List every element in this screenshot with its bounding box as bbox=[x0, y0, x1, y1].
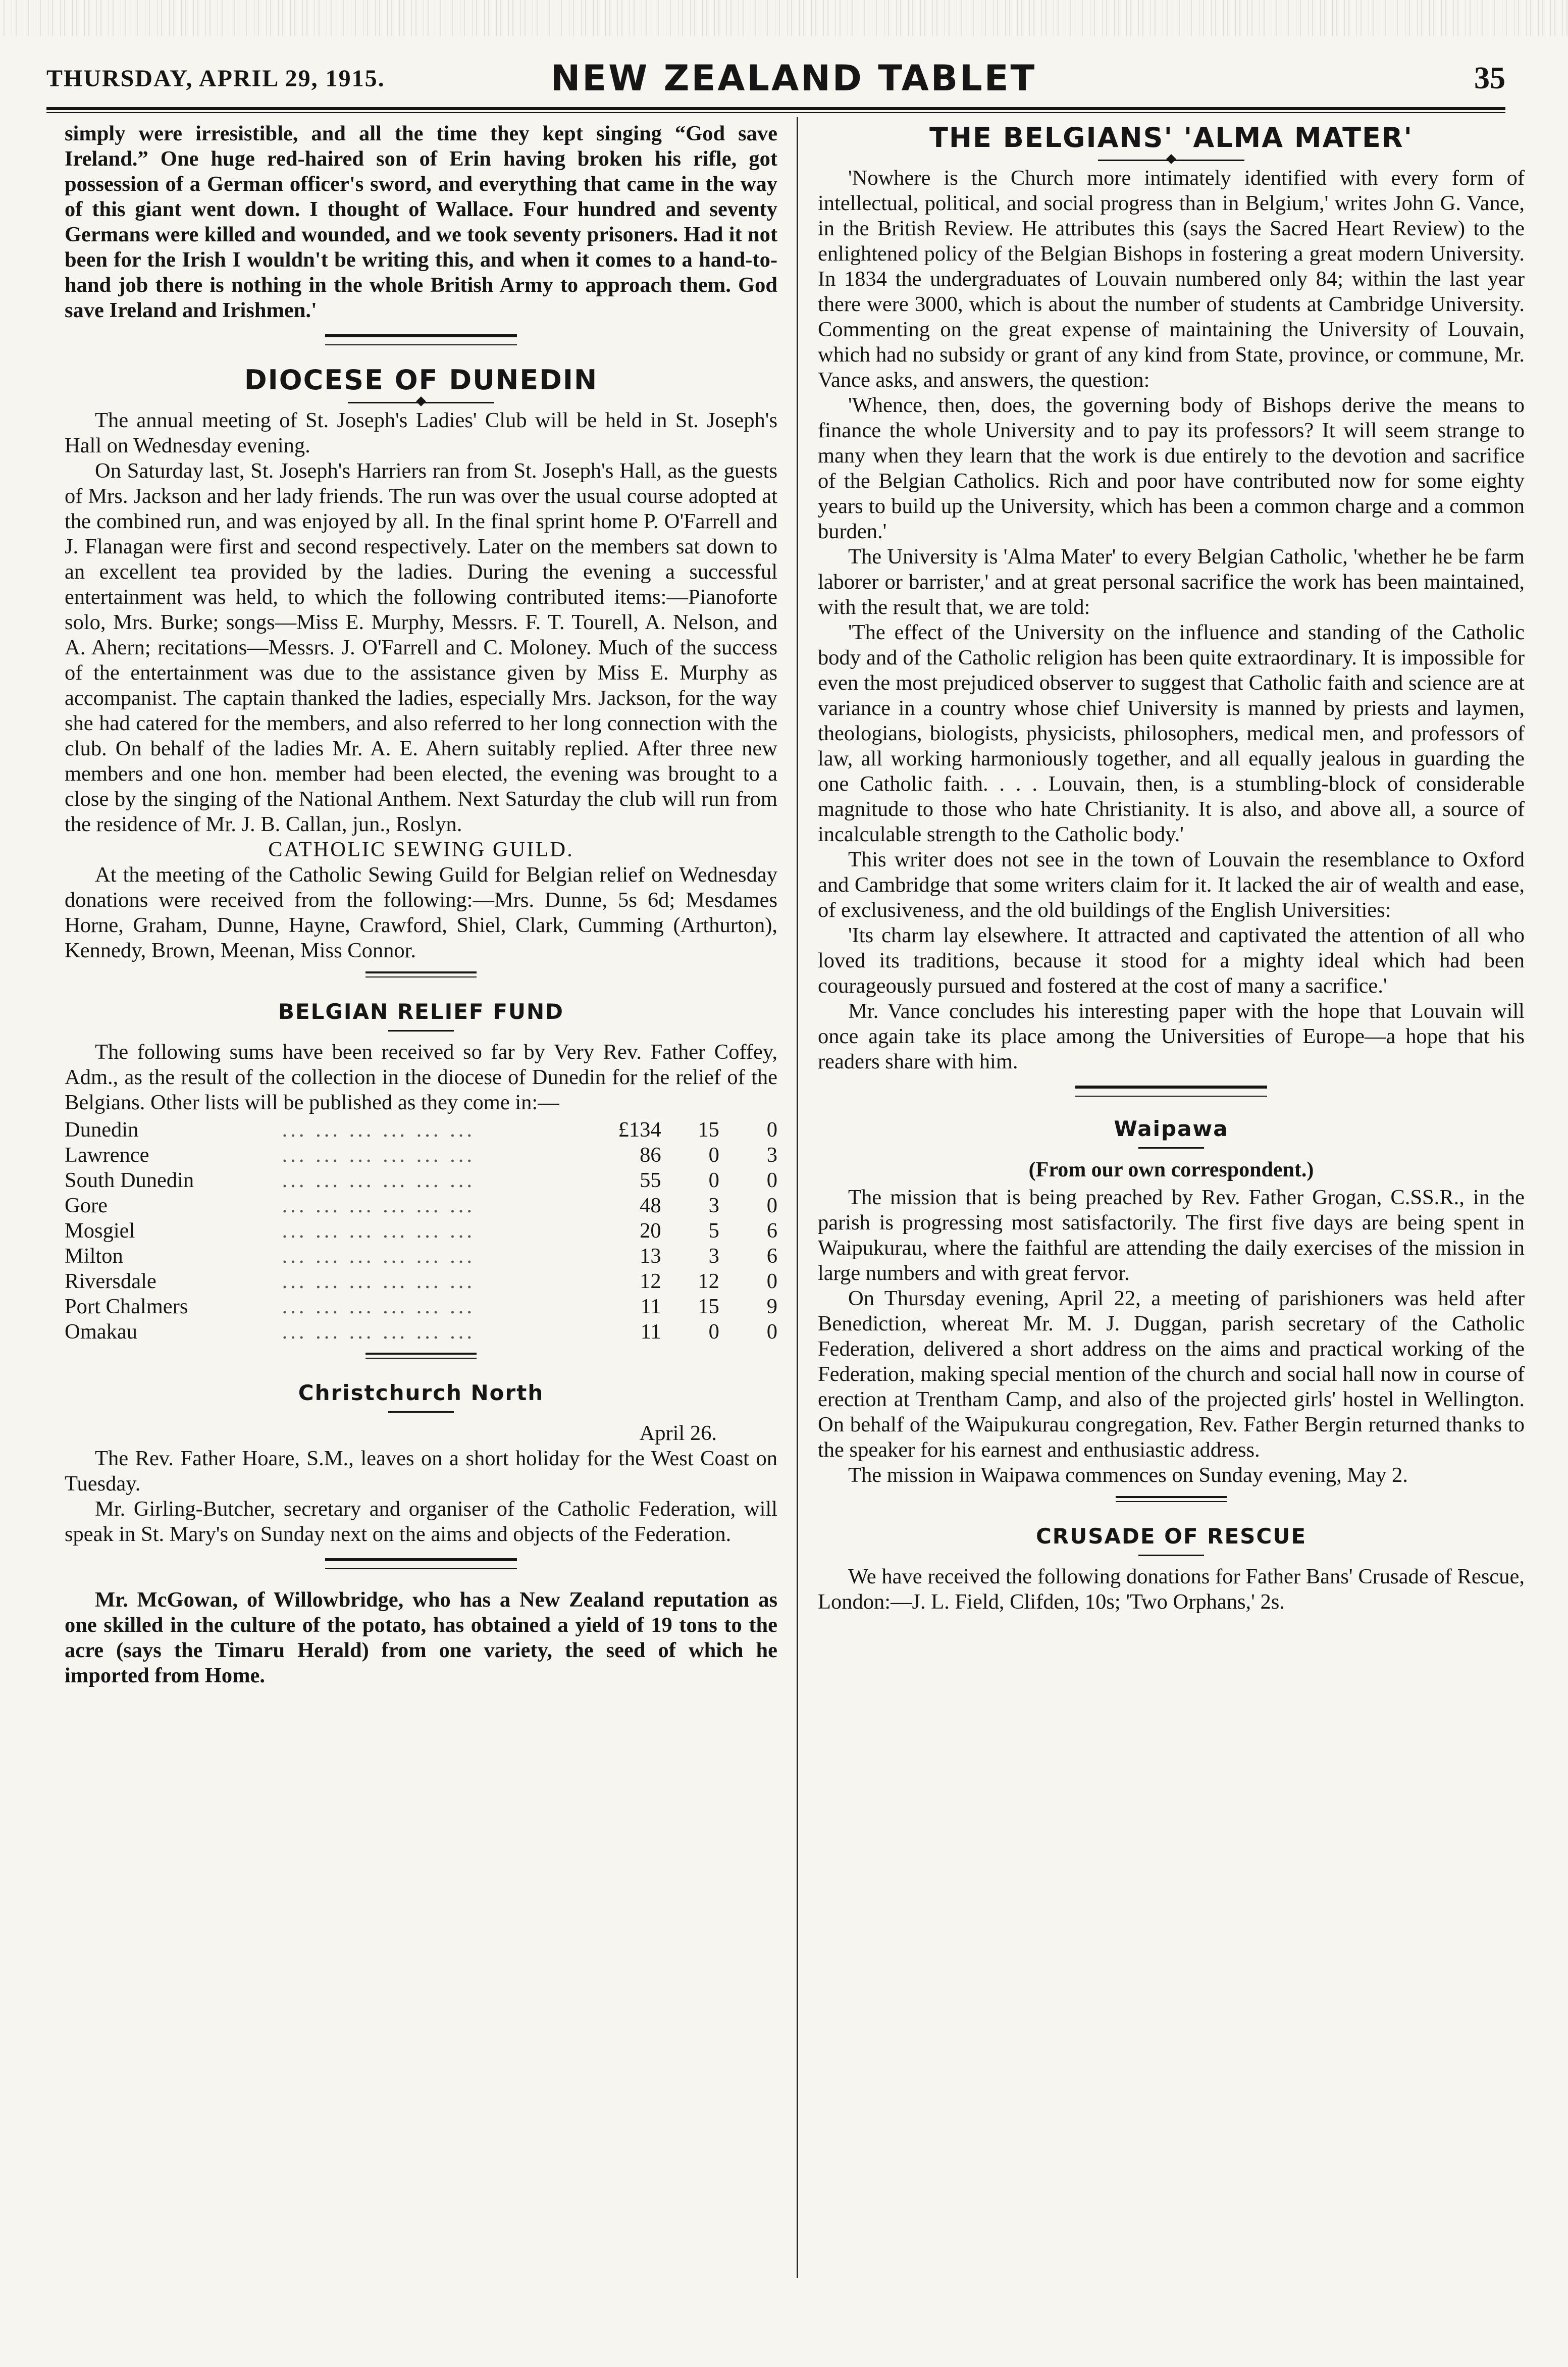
relief-fund-intro: The following sums have been received so far by Very Rev. Father Coffey, Adm., as the result of the collection in the diocese of Dunedin for the relief of the Belgians. Other lists will be published as they come in:— bbox=[65, 1040, 777, 1114]
fund-pounds: 55 bbox=[640, 1168, 661, 1192]
masthead bbox=[46, 56, 1505, 106]
alma-paragraph-2: The University is 'Alma Mater' to every Belgian Catholic, 'whether he be farm laborer or barrister,' and at great personal sacrifice the work has been maintained, with the result that, we are told: bbox=[818, 545, 1525, 619]
fund-pounds: 12 bbox=[640, 1269, 661, 1293]
fund-pounds: 11 bbox=[640, 1320, 661, 1344]
waipawa-paragraph-3: The mission in Waipawa commences on Sunday evening, May 2. bbox=[848, 1463, 1408, 1487]
fund-leader-dots: ... ... ... ... ... ... bbox=[282, 1320, 475, 1344]
fund-pounds: 86 bbox=[640, 1143, 661, 1167]
fund-place: South Dunedin bbox=[65, 1168, 194, 1192]
waipawa-paragraph-2: On Thursday evening, April 22, a meeting of parishioners was held after Benediction, whereat Mr. M. J. Duggan, parish secretary of the Catholic Federation, delivered a short address on the aims and practical working of the Federation, making special mention of the church and social hall now in course of erection at Trentham Camp, and also of the projected girls' hostel in Wellington. On behalf of the Waipukurau congregation, Rev. Father Bergin returned thanks to the speaker for his earnest and enthusiastic address. bbox=[818, 1287, 1525, 1462]
fund-place: Port Chalmers bbox=[65, 1295, 188, 1318]
correspondent-byline: (From our own correspondent.) bbox=[1028, 1158, 1314, 1181]
fund-shillings: 12 bbox=[698, 1269, 719, 1293]
relief-fund-row bbox=[65, 1143, 777, 1168]
fund-pence: 0 bbox=[766, 1320, 777, 1344]
section-separator bbox=[365, 1353, 477, 1359]
alma-quote-2: 'The effect of the University on the influence and standing of the Catholic body and of the Catholic religion has been quite extraordinary. It is impossible for even the most prejudiced observer to suggest that Catholic faith and science are at variance in a country whose chief University is manned by priests and laymen, theologians, biologists, physicists, philosophers, medical men, and professors of law, all working harmoniously together, and all equally jealous in guarding the one Catholic faith. . . . Louvain, then, is a stumbling-block of considerable magnitude to those who hate Christianity. It is also, and above all, a source of incalculable strength to the Catholic body.' bbox=[818, 621, 1525, 846]
fund-pence: 6 bbox=[766, 1244, 777, 1268]
relief-fund-row bbox=[65, 1193, 777, 1218]
fund-shillings: 5 bbox=[708, 1219, 719, 1243]
fund-leader-dots: ... ... ... ... ... ... bbox=[282, 1118, 475, 1142]
fund-pence: 3 bbox=[766, 1143, 777, 1167]
fund-pounds: £134 bbox=[618, 1118, 661, 1142]
dunedin-paragraph-3: At the meeting of the Catholic Sewing Guild for Belgian relief on Wednesday donations were received from the following:—Mrs. Dunne, 5s 6d; Mesdames Horne, Graham, Dunne, Hayne, Crawford, Shiel, Clark, Cumming (Arthurton), Kennedy, Brown, Meenan, Miss Connor. bbox=[65, 863, 777, 962]
section-separator bbox=[1075, 1086, 1267, 1097]
crusade-paragraph: We have received the following donations for Father Bans' Crusade of Rescue, London:—J. L. Field, Clifden, 10s; 'Two Orphans,' 2s. bbox=[818, 1565, 1525, 1614]
fund-shillings: 0 bbox=[708, 1320, 719, 1344]
christchurch-paragraph-1: The Rev. Father Hoare, S.M., leaves on a short holiday for the West Coast on Tuesday. bbox=[65, 1447, 777, 1496]
relief-fund-table bbox=[65, 1117, 777, 1345]
fund-pence: 0 bbox=[766, 1168, 777, 1192]
fund-leader-dots: ... ... ... ... ... ... bbox=[282, 1244, 475, 1268]
alma-quote-1: 'Whence, then, does, the governing body of Bishops derive the means to finance the whole University and to pay its professors? It will seem strange to many when they learn that the work is due entirely to the devotion and sacrifice of the Belgian Catholics. Rich and poor have contributed now for some eighty years to build up the University, which has been a common charge and a common burden.' bbox=[818, 393, 1525, 543]
fund-place: Milton bbox=[65, 1244, 123, 1268]
relief-fund-row bbox=[65, 1244, 777, 1269]
heading-rule bbox=[388, 1411, 454, 1413]
alma-paragraph-4: Mr. Vance concludes his interesting paper with the hope that Louvain will once again take its place among the Universities of Europe—a hope that his readers share with him. bbox=[818, 999, 1525, 1073]
fund-leader-dots: ... ... ... ... ... ... bbox=[282, 1269, 475, 1293]
continued-paragraph: simply were irresistible, and all the time they kept singing “God save Ireland.” One huge red-haired son of Erin having broken his rifle, got possession of a German officer's sword, and everything that came in the way of this giant went down. I thought of Wallace. Four hundred and seventy Germans were killed and wounded, and we took seventy prisoners. Had it not been for the Irish I wouldn't be writing this, and when it comes to a hand-to-hand job there is nothing in the whole British Army to approach them. God save Ireland and Irishmen.' bbox=[65, 122, 777, 322]
newspaper-title: NEW ZEALAND TABLET bbox=[550, 58, 1037, 99]
fund-leader-dots: ... ... ... ... ... ... bbox=[282, 1168, 475, 1192]
alma-paragraph-3: This writer does not see in the town of Louvain the resemblance to Oxford and Cambridge that some writers claim for it. It lacked the air of wealth and ease, of exclusiveness, and the old buildings of the English Universities: bbox=[818, 848, 1525, 922]
section-separator bbox=[1116, 1496, 1227, 1502]
fund-place: Lawrence bbox=[65, 1143, 149, 1167]
fund-place: Gore bbox=[65, 1194, 108, 1217]
fund-place: Mosgiel bbox=[65, 1219, 135, 1243]
fund-shillings: 0 bbox=[708, 1168, 719, 1192]
column-divider bbox=[797, 117, 798, 2278]
paper-texture-band bbox=[0, 0, 1568, 36]
fund-pence: 6 bbox=[766, 1219, 777, 1243]
fund-shillings: 15 bbox=[698, 1118, 719, 1142]
dunedin-paragraph-1: The annual meeting of St. Joseph's Ladies' Club will be held in St. Joseph's Hall on Wednesday evening. bbox=[65, 408, 777, 457]
masthead-rule bbox=[46, 107, 1505, 113]
section-separator bbox=[325, 1558, 517, 1569]
left-column bbox=[65, 121, 777, 1688]
relief-fund-row bbox=[65, 1168, 777, 1193]
heading-rule bbox=[1138, 1555, 1204, 1556]
fund-shillings: 15 bbox=[698, 1295, 719, 1318]
fund-pounds: 13 bbox=[640, 1244, 661, 1268]
heading-ornament bbox=[1098, 155, 1244, 166]
heading-ornament bbox=[348, 397, 494, 408]
issue-date: THURSDAY, APRIL 29, 1915. bbox=[46, 65, 385, 92]
fund-leader-dots: ... ... ... ... ... ... bbox=[282, 1219, 475, 1243]
section-separator bbox=[325, 334, 517, 345]
fund-shillings: 3 bbox=[708, 1244, 719, 1268]
fund-place: Dunedin bbox=[65, 1118, 139, 1142]
sewing-guild-heading: CATHOLIC SEWING GUILD. bbox=[268, 838, 574, 861]
heading-rule bbox=[388, 1030, 454, 1032]
christchurch-heading: Christchurch North bbox=[298, 1380, 544, 1405]
relief-fund-row bbox=[65, 1294, 777, 1319]
fund-shillings: 3 bbox=[708, 1194, 719, 1217]
mcgowan-paragraph: Mr. McGowan, of Willowbridge, who has a New Zealand reputation as one skilled in the culture of the potato, has obtained a yield of 19 tons to the acre (says the Timaru Herald) from one variety, the seed of which he imported from Home. bbox=[65, 1588, 777, 1687]
relief-fund-heading: BELGIAN RELIEF FUND bbox=[278, 999, 564, 1024]
right-column bbox=[818, 121, 1525, 1615]
relief-fund-row bbox=[65, 1117, 777, 1143]
fund-pounds: 48 bbox=[640, 1194, 661, 1217]
fund-leader-dots: ... ... ... ... ... ... bbox=[282, 1295, 475, 1318]
fund-pounds: 11 bbox=[640, 1295, 661, 1318]
fund-pence: 9 bbox=[766, 1295, 777, 1318]
relief-fund-row bbox=[65, 1269, 777, 1294]
crusade-heading: CRUSADE OF RESCUE bbox=[1035, 1524, 1307, 1549]
alma-mater-heading: THE BELGIANS' 'ALMA MATER' bbox=[929, 122, 1414, 153]
waipawa-paragraph-1: The mission that is being preached by Rev. Father Grogan, C.SS.R., in the parish is progressing most satisfactorily. The first five days are being spent in Waipukurau, where the faithful are attending the daily exercises of the mission in large numbers and with great fervor. bbox=[818, 1186, 1525, 1285]
christchurch-paragraph-2: Mr. Girling-Butcher, secretary and organiser of the Catholic Federation, will speak in St. Mary's on Sunday next on the aims and objects of the Federation. bbox=[65, 1497, 777, 1546]
page-number: 35 bbox=[1474, 61, 1505, 95]
dunedin-paragraph-2: On Saturday last, St. Joseph's Harriers ran from St. Joseph's Hall, as the guests of Mrs. Jackson and her lady friends. The run was over the usual course adopted at the combined run, and was enjoyed by all. In the final sprint home P. O'Farrell and J. Flanagan were first and second respectively. Later on the members sat down to an excellent tea provided by the ladies. During the evening a successful entertainment was held, to which the following contributed items:—Pianoforte solo, Mrs. Burke; songs—Miss E. Murphy, Messrs. F. T. Tourell, A. Nelson, and A. Ahern; recitations—Messrs. J. O'Farrell and C. Moloney. Much of the success of the entertainment was due to the assistance given by Miss E. Murphy as accompanist. The captain thanked the ladies, especially Mrs. Jackson, for the way she had catered for the members, and also referred to her long connection with the club. On behalf of the ladies Mr. A. E. Ahern suitably replied. After three new members and one hon. member had been elected, the evening was brought to a close by the singing of the National Anthem. Next Saturday the club will run from the residence of Mr. J. B. Callan, jun., Roslyn. bbox=[65, 459, 777, 836]
heading-rule bbox=[1138, 1147, 1204, 1149]
alma-paragraph-1: 'Nowhere is the Church more intimately identified with every form of intellectual, political, and social progress than in Belgium,' writes John G. Vance, in the British Review. He attributes this (says the Sacred Heart Review) to the enlightened policy of the Belgian Bishops in fostering a great modern University. In 1834 the undergraduates of Louvain numbered only 84; within the last year there were 3000, which is about the number of students at Cambridge University. Commenting on the great expense of maintaining the University of Louvain, which had no subsidy or grant of any kind from State, province, or commune, Mr. Vance asks, and answers, the question: bbox=[818, 166, 1525, 392]
fund-pence: 0 bbox=[766, 1269, 777, 1293]
christchurch-date: April 26. bbox=[639, 1421, 717, 1445]
fund-pence: 0 bbox=[766, 1118, 777, 1142]
relief-fund-row bbox=[65, 1218, 777, 1244]
section-separator bbox=[365, 971, 477, 977]
alma-quote-3: 'Its charm lay elsewhere. It attracted and captivated the attention of all who loved its traditions, because it stood for a mighty ideal which had been courageously pursued and fostered at the cost of many a sacrifice.' bbox=[818, 923, 1525, 998]
dunedin-heading: DIOCESE OF DUNEDIN bbox=[244, 364, 598, 396]
relief-fund-row bbox=[65, 1319, 777, 1345]
fund-leader-dots: ... ... ... ... ... ... bbox=[282, 1143, 475, 1167]
fund-pounds: 20 bbox=[640, 1219, 661, 1243]
fund-place: Omakau bbox=[65, 1320, 137, 1344]
waipawa-heading: Waipawa bbox=[1114, 1116, 1229, 1141]
fund-place: Riversdale bbox=[65, 1269, 156, 1293]
fund-leader-dots: ... ... ... ... ... ... bbox=[282, 1194, 475, 1217]
fund-shillings: 0 bbox=[708, 1143, 719, 1167]
fund-pence: 0 bbox=[766, 1194, 777, 1217]
